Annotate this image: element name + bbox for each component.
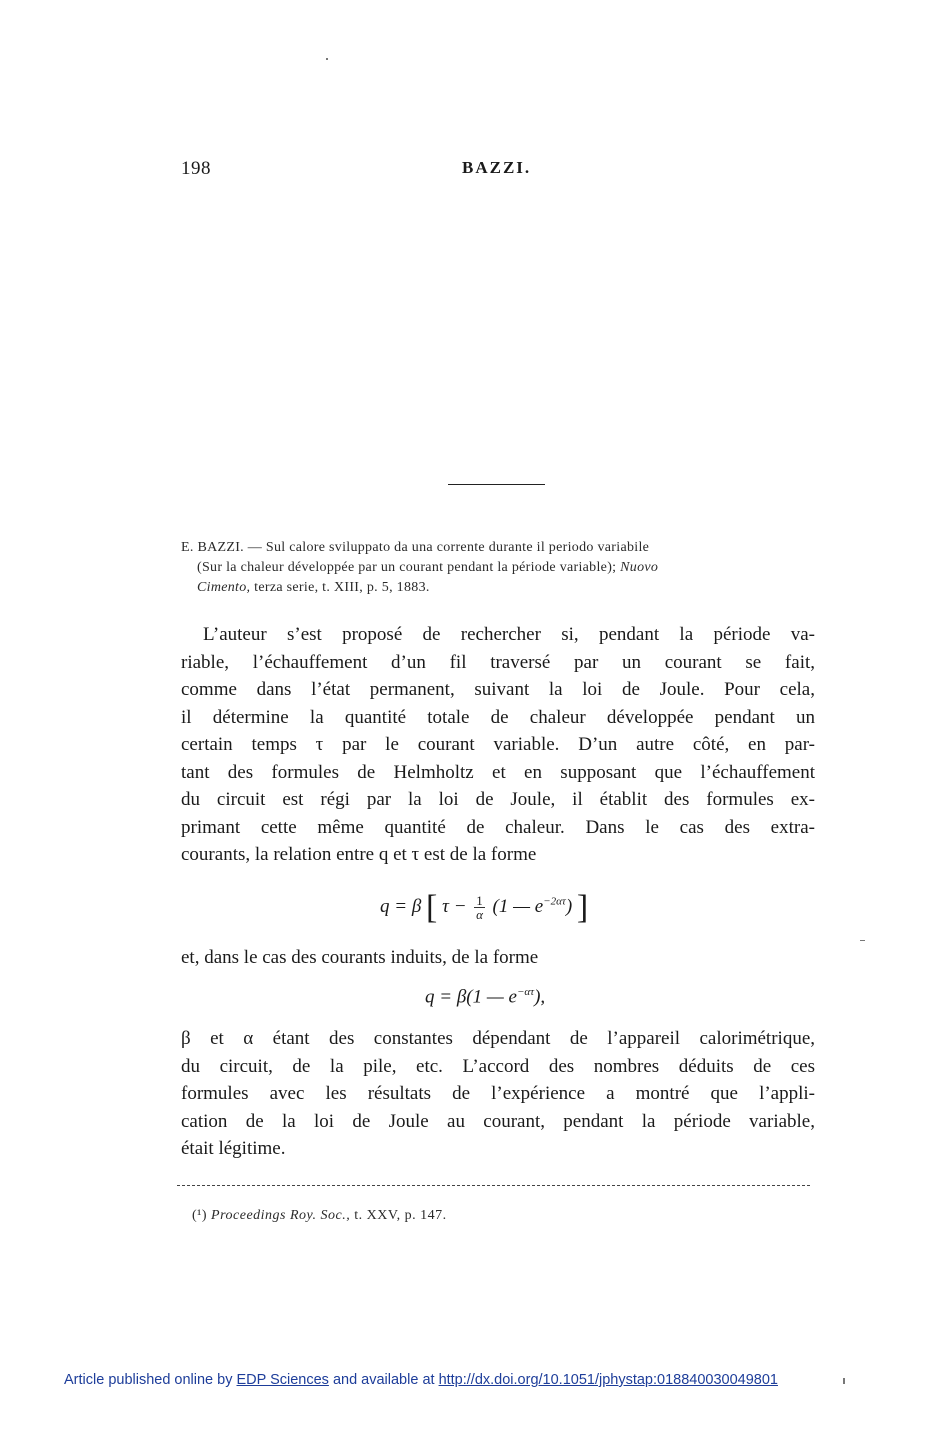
text-line: était légitime. <box>181 1138 286 1159</box>
footnote-journal: Proceedings Roy. Soc., <box>211 1208 351 1223</box>
paragraph-conclusion <box>181 1025 815 1163</box>
formula-fraction <box>474 894 485 921</box>
text-line: il détermine la quantité totale de chaleur développée pendant un <box>181 706 815 728</box>
journal-name-cont: Cimento, <box>197 580 251 595</box>
footnote-marker: (¹) <box>192 1208 208 1223</box>
text-line: cation de la loi de Joule au courant, pendant la période variable, <box>181 1110 815 1132</box>
fraction-denominator: α <box>476 907 483 923</box>
formula-close: ), <box>534 986 546 1008</box>
footnote-rule <box>177 1185 810 1186</box>
formula-induced-currents <box>425 986 545 1008</box>
bracket-open: [ <box>426 889 438 926</box>
text-line: du circuit est régi par la loi de Joule, il établit des formules ex- <box>181 789 815 810</box>
formula-paren: (1 — e <box>492 896 544 917</box>
formula-exponent: −ατ <box>516 986 535 998</box>
text-line: et, dans le cas des courants induits, de la forme <box>181 947 539 968</box>
publisher-note-middle: and available at <box>332 1372 435 1388</box>
publisher-note <box>64 1372 778 1388</box>
formula-minus: − <box>453 896 467 917</box>
citation-line: E. BAZZI. — Sul calore sviluppato da una corrente durante il periodo variabile <box>181 540 650 555</box>
scan-speck <box>860 940 865 941</box>
citation-text: terza serie, t. XIII, p. 5, 1883. <box>254 580 430 595</box>
footnote <box>192 1208 447 1224</box>
text-line: certain temps τ par le courant variable. D’un autre côté, en par- <box>181 734 815 755</box>
text-line: β et α étant des constantes dépendant de l’appareil calorimétrique, <box>181 1028 815 1049</box>
text-line: riable, l’échauffement d’un fil traversé par un courant se fait, <box>181 651 815 673</box>
citation-line <box>181 578 815 598</box>
text-line: comme dans l’état permanent, suivant la loi de Joule. Pour cela, <box>181 679 815 700</box>
text-line: du circuit, de la pile, etc. L’accord des nombres déduits de ces <box>181 1055 815 1077</box>
formula-extra-currents <box>380 889 588 927</box>
running-title: BAZZI. <box>462 158 532 177</box>
citation-text: (Sur la chaleur développée par un courant pendant la période variable); <box>197 560 617 575</box>
text-line: tant des formules de Helmholtz et en supposant que l’échauffement <box>181 761 815 783</box>
text-line: primant cette même quantité de chaleur. Dans le cas des extra- <box>181 816 815 838</box>
text-line: courants, la relation entre q et τ est de la forme <box>181 844 537 865</box>
publisher-note-prefix: Article published online by <box>64 1372 233 1388</box>
text-line: L’auteur s’est proposé de rechercher si, pendant la période va- <box>203 624 815 645</box>
page-number: 198 <box>181 158 211 179</box>
citation-block <box>181 538 815 598</box>
journal-name: Nuovo <box>620 560 659 575</box>
section-divider <box>448 484 545 485</box>
paragraph-intro <box>181 621 815 869</box>
footnote-ref: t. XXV, p. 147. <box>354 1208 447 1223</box>
formula-text: q = β(1 — e <box>425 986 517 1008</box>
fraction-numerator: 1 <box>476 893 483 909</box>
edp-sciences-link[interactable]: EDP Sciences <box>236 1372 329 1388</box>
bracket-close: ] <box>576 889 589 926</box>
formula-close: ) <box>565 896 573 917</box>
paragraph-induced <box>181 944 815 972</box>
formula-lhs: q = β <box>380 896 422 917</box>
citation-line <box>181 558 815 578</box>
scan-speck <box>326 58 328 60</box>
scan-speck <box>843 1378 845 1384</box>
doi-link[interactable]: http://dx.doi.org/10.1051/jphystap:018840030049801 <box>438 1372 778 1388</box>
formula-exponent: −2ατ <box>543 895 566 908</box>
text-line: formules avec les résultats de l’expérience a montré que l’appli- <box>181 1083 815 1104</box>
formula-tau: τ <box>442 896 449 917</box>
